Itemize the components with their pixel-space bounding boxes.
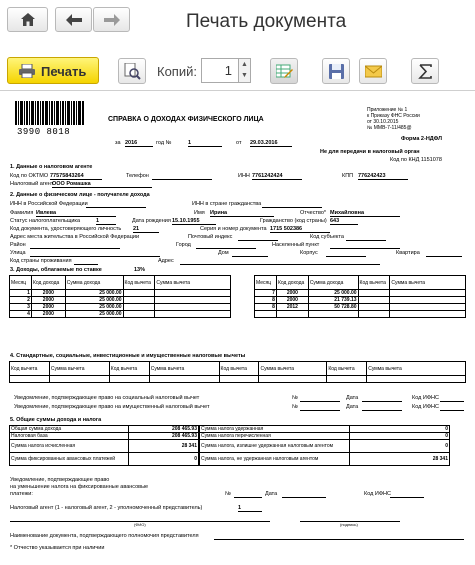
table-cell: 208 465.93 [129,426,199,433]
table-row [10,311,231,318]
table-header: Код дохода [276,276,308,290]
table-cell [390,290,466,297]
table-row [10,433,199,440]
agent-type-line: Налоговый агент (1 - налоговый агент, 2 - уполномоченный представитель) [10,505,203,511]
table-cell [358,290,390,297]
agent-type-value: 1 [238,505,262,512]
table-cell [123,290,155,297]
table-cell: 2012 [276,304,308,311]
notice-advance-ifns-label: Код ИФНС [364,491,391,497]
copies-input[interactable]: 1 [201,58,239,83]
section-3-title: 3. Доходы, облагаемые по ставке [10,267,102,273]
series-label: Серия и номер документа [200,226,267,232]
table-cell: Сумма фиксированных авансовых платежей [10,453,129,466]
table-header: Код вычета [219,362,259,376]
table-header: Сумма дохода [308,276,358,290]
sign-caption: (подпись) [340,522,358,527]
notice-social-no-label: № [292,395,298,401]
country-label: Код страны проживания [10,258,72,264]
barcode-number: 3990 8018 [17,127,71,137]
copies-spinner[interactable] [239,58,251,83]
table-cell [308,311,358,318]
table-cell [155,297,231,304]
table-cell [390,297,466,304]
table-cell: Общая сумма дохода [10,426,129,433]
window-header [0,0,475,50]
table-cell: Сумма налога, излишне удержанная налоговым агентом [200,440,350,453]
table-cell: 21 739.13 [308,297,358,304]
preview-button[interactable] [118,58,146,84]
table-header: Код вычета [123,276,155,290]
table-cell: 25 000.00 [65,297,123,304]
forward-button[interactable] [93,7,130,32]
table-cell: 2000 [276,290,308,297]
table-header: Код вычета [327,362,367,376]
oktmo-value: 77575843264 [50,173,102,180]
notice-social-ifns-label: Код ИФНС [412,395,439,401]
table-cell: 8 [255,304,277,311]
address-label: Адрес места жительства в Российской Федерации [10,234,140,240]
notice-advance-no-label: № [225,491,231,497]
table-cell [123,304,155,311]
notice-advance-date-label: Дата [265,491,278,497]
spinner-up-icon[interactable]: ▲ [241,61,248,68]
table-cell: 2000 [31,311,65,318]
section-1-title: 1. Данные о налоговом агенте [10,164,93,170]
section-2-title: 2. Данные о физическом лице - получателе дохода [10,192,150,198]
not-for-transfer: Не для передачи в налоговый орган [320,149,420,155]
birth-label: Дата рождения [132,218,171,224]
table-cell: 4 [10,311,32,318]
district-label: Район [10,242,26,248]
table-header: Сумма вычета [259,362,327,376]
table-row [10,376,466,383]
table-edit-icon [276,63,293,80]
table-cell [390,311,466,318]
table-header: Код вычета [358,276,390,290]
table-cell: 28 341 [349,453,449,466]
table-row [10,440,199,453]
notice-property-ifns-label: Код ИФНС [412,404,439,410]
person-inn-label: ИНН в Российской Федерации [10,201,88,207]
arrow-left-icon [66,14,82,26]
citizenship-value: 643 [330,218,358,225]
knd-code: Код по КНД 1151078 [390,157,442,163]
table-cell [358,311,390,318]
flat-label: Квартира [396,250,420,256]
table-cell: 50 728.80 [308,304,358,311]
table-cell: Сумма налога перечисленная [200,433,350,440]
table-cell [255,311,277,318]
footnote: * Отчество указывается при наличии [10,545,105,551]
table-cell: 28 341 [129,440,199,453]
table-header: Сумма вычета [367,362,466,376]
totals-table-right [199,425,450,466]
printer-icon [19,64,35,78]
birth-value: 15.10.1955 [172,218,216,225]
copies-label: Копий: [157,64,197,79]
status-label: Статус налогоплательщика [10,218,81,224]
street-label: Улица [10,250,26,256]
table-cell: Сумма налога, не удержанная налоговым агентом [200,453,350,466]
notice-social: Уведомление, подтверждающее право на социальный налоговый вычет [14,395,200,401]
table-row [10,453,199,466]
table-header: Код вычета [10,362,50,376]
table-cell: 0 [129,453,199,466]
agent-value: ООО Ромашка [52,181,152,188]
table-cell: 2000 [31,290,65,297]
period-label: за [115,140,121,146]
table-header: Код вычета [109,362,149,376]
foreign-inn-label: ИНН в стране гражданства [192,201,262,207]
home-icon [21,13,35,26]
table-cell [155,290,231,297]
table-cell [358,297,390,304]
table-cell: Налоговая база [10,433,129,440]
section-5-title: 5. Общие суммы дохода и налога [10,417,102,423]
form-name: Форма 2-НДФЛ [401,136,442,142]
patronymic-label: Отчество* [300,210,327,216]
table-row [10,297,231,304]
status-value: 1 [96,218,116,225]
table-row [255,297,466,304]
table-cell: Сумма налога удержанная [200,426,350,433]
idcode-value: 21 [133,226,159,233]
table-cell: Сумма налога исчисленная [10,440,129,453]
table-header: Сумма вычета [390,276,466,290]
notice-property: Уведомление, подтверждающее право на имущественный налоговый вычет [14,404,210,410]
notice-property-no-label: № [292,404,298,410]
table-cell: 208 465.93 [129,433,199,440]
table-cell: 8 [255,297,277,304]
idcode-label: Код документа, удостоверяющего личность [10,226,122,232]
back-button[interactable] [55,7,92,32]
period-suffix: год № [156,140,172,146]
section-3-rate: 13% [134,267,146,273]
table-row [200,453,450,466]
table-header: Сумма вычета [49,362,109,376]
agent-label: Налоговый агент [10,181,54,187]
notice-advance-3: платежи: [10,491,33,497]
edit-document-button[interactable] [270,58,298,84]
document-heading: СПРАВКА О ДОХОДАХ ФИЗИЧЕСКОГО ЛИЦА [108,116,264,123]
appendix-line-4: № ММВ-7-11/485@ [367,125,412,131]
number-value: 1 [188,140,222,147]
income-table-left [9,275,231,318]
table-row [200,440,450,453]
notice-social-date-label: Дата [346,395,359,401]
citizenship-label: Гражданство (код страны) [260,218,327,224]
house-label: Дом [218,250,229,256]
print-button-label: Печать [41,64,87,79]
table-row [10,304,231,311]
table-row [10,290,231,297]
addr-label: Адрес [158,258,174,264]
authority-label: Наименование документа, подтверждающего полномочия представителя [10,533,199,539]
postcode-label: Почтовый индекс [188,234,233,240]
locality-label: Населенный пункт [272,242,320,248]
agent-inn-value: 7761242424 [252,173,302,180]
table-header: Месяц [255,276,277,290]
print-button[interactable] [7,57,99,84]
table-header: Сумма вычета [155,276,231,290]
surname-value: Ивлева [36,210,116,217]
table-row [255,304,466,311]
notice-advance-2: на уменьшение налога на фиксированные авансовые [10,484,149,490]
agent-inn-label: ИНН [238,173,250,179]
barcode-image [15,101,85,125]
table-cell: 2 [10,297,32,304]
period-value: 2016 [125,140,153,147]
window-title: Печать документа [186,11,347,32]
table-header: Сумма вычета [149,362,219,376]
table-cell [123,297,155,304]
kpp-value: 776242423 [358,173,408,180]
patronymic-value: Михайловна [330,210,400,217]
print-toolbar [0,52,475,90]
envelope-icon [365,63,382,80]
table-row [200,426,450,433]
appendix-line-2: к Приказу ФНС России [367,113,420,119]
table-row [200,433,450,440]
table-header: Месяц [10,276,32,290]
table-cell: 25 000.00 [65,304,123,311]
table-row [10,426,199,433]
home-button[interactable] [7,7,48,32]
phone-label: Телефон [126,173,149,179]
table-cell [155,304,231,311]
send-email-button[interactable] [359,58,387,84]
table-cell [155,311,231,318]
name-value: Ирина [210,210,274,217]
table-cell: 2000 [31,297,65,304]
from-label: от [236,140,242,146]
series-value: 1715 502386 [270,226,330,233]
kpp-label: КПП [342,173,354,179]
notice-property-date-label: Дата [346,404,359,410]
document-preview [0,90,475,565]
fio-caption: (ФИО) [134,522,146,527]
oktmo-label: Код по ОКТМО [10,173,49,179]
table-cell [123,311,155,318]
table-cell: 2000 [276,297,308,304]
name-label: Имя [194,210,205,216]
arrow-right-icon [104,14,120,26]
table-cell: 2000 [31,304,65,311]
appendix-line-1: Приложение № 1 [367,107,408,113]
table-cell: 25 000.00 [308,290,358,297]
totals-table-left [9,425,199,466]
save-button[interactable] [322,58,350,84]
spinner-down-icon[interactable]: ▼ [241,72,248,79]
date-value: 29.03.2016 [250,140,292,147]
appendix-line-3: от 30.10.2015 [367,119,399,125]
save-icon [328,63,345,80]
table-cell: 0 [349,440,449,453]
table-header: Сумма дохода [65,276,123,290]
notice-advance-1: Уведомление, подтверждающее право [10,477,110,483]
table-cell: 0 [349,426,449,433]
section-4-title: 4. Стандартные, социальные, инвестиционные и имущественные налоговые вычеты [10,353,246,359]
table-cell [358,304,390,311]
table-cell: 7 [255,290,277,297]
table-cell: 25 000.00 [65,290,123,297]
building-label: Корпус [300,250,318,256]
table-header: Код дохода [31,276,65,290]
table-cell: 3 [10,304,32,311]
table-cell: 25 000.00 [65,311,123,318]
income-table-right [254,275,466,318]
deductions-table [9,361,466,383]
region-code-label: Код субъекта [310,234,344,240]
city-label: Город [176,242,191,248]
sum-button[interactable] [411,58,439,84]
surname-label: Фамилия [10,210,34,216]
print-preview-icon [124,63,141,80]
table-cell: 0 [349,433,449,440]
sigma-icon [417,63,434,80]
table-cell [276,311,308,318]
table-cell [390,304,466,311]
table-row [255,311,466,318]
table-cell: 1 [10,290,32,297]
table-row [255,290,466,297]
